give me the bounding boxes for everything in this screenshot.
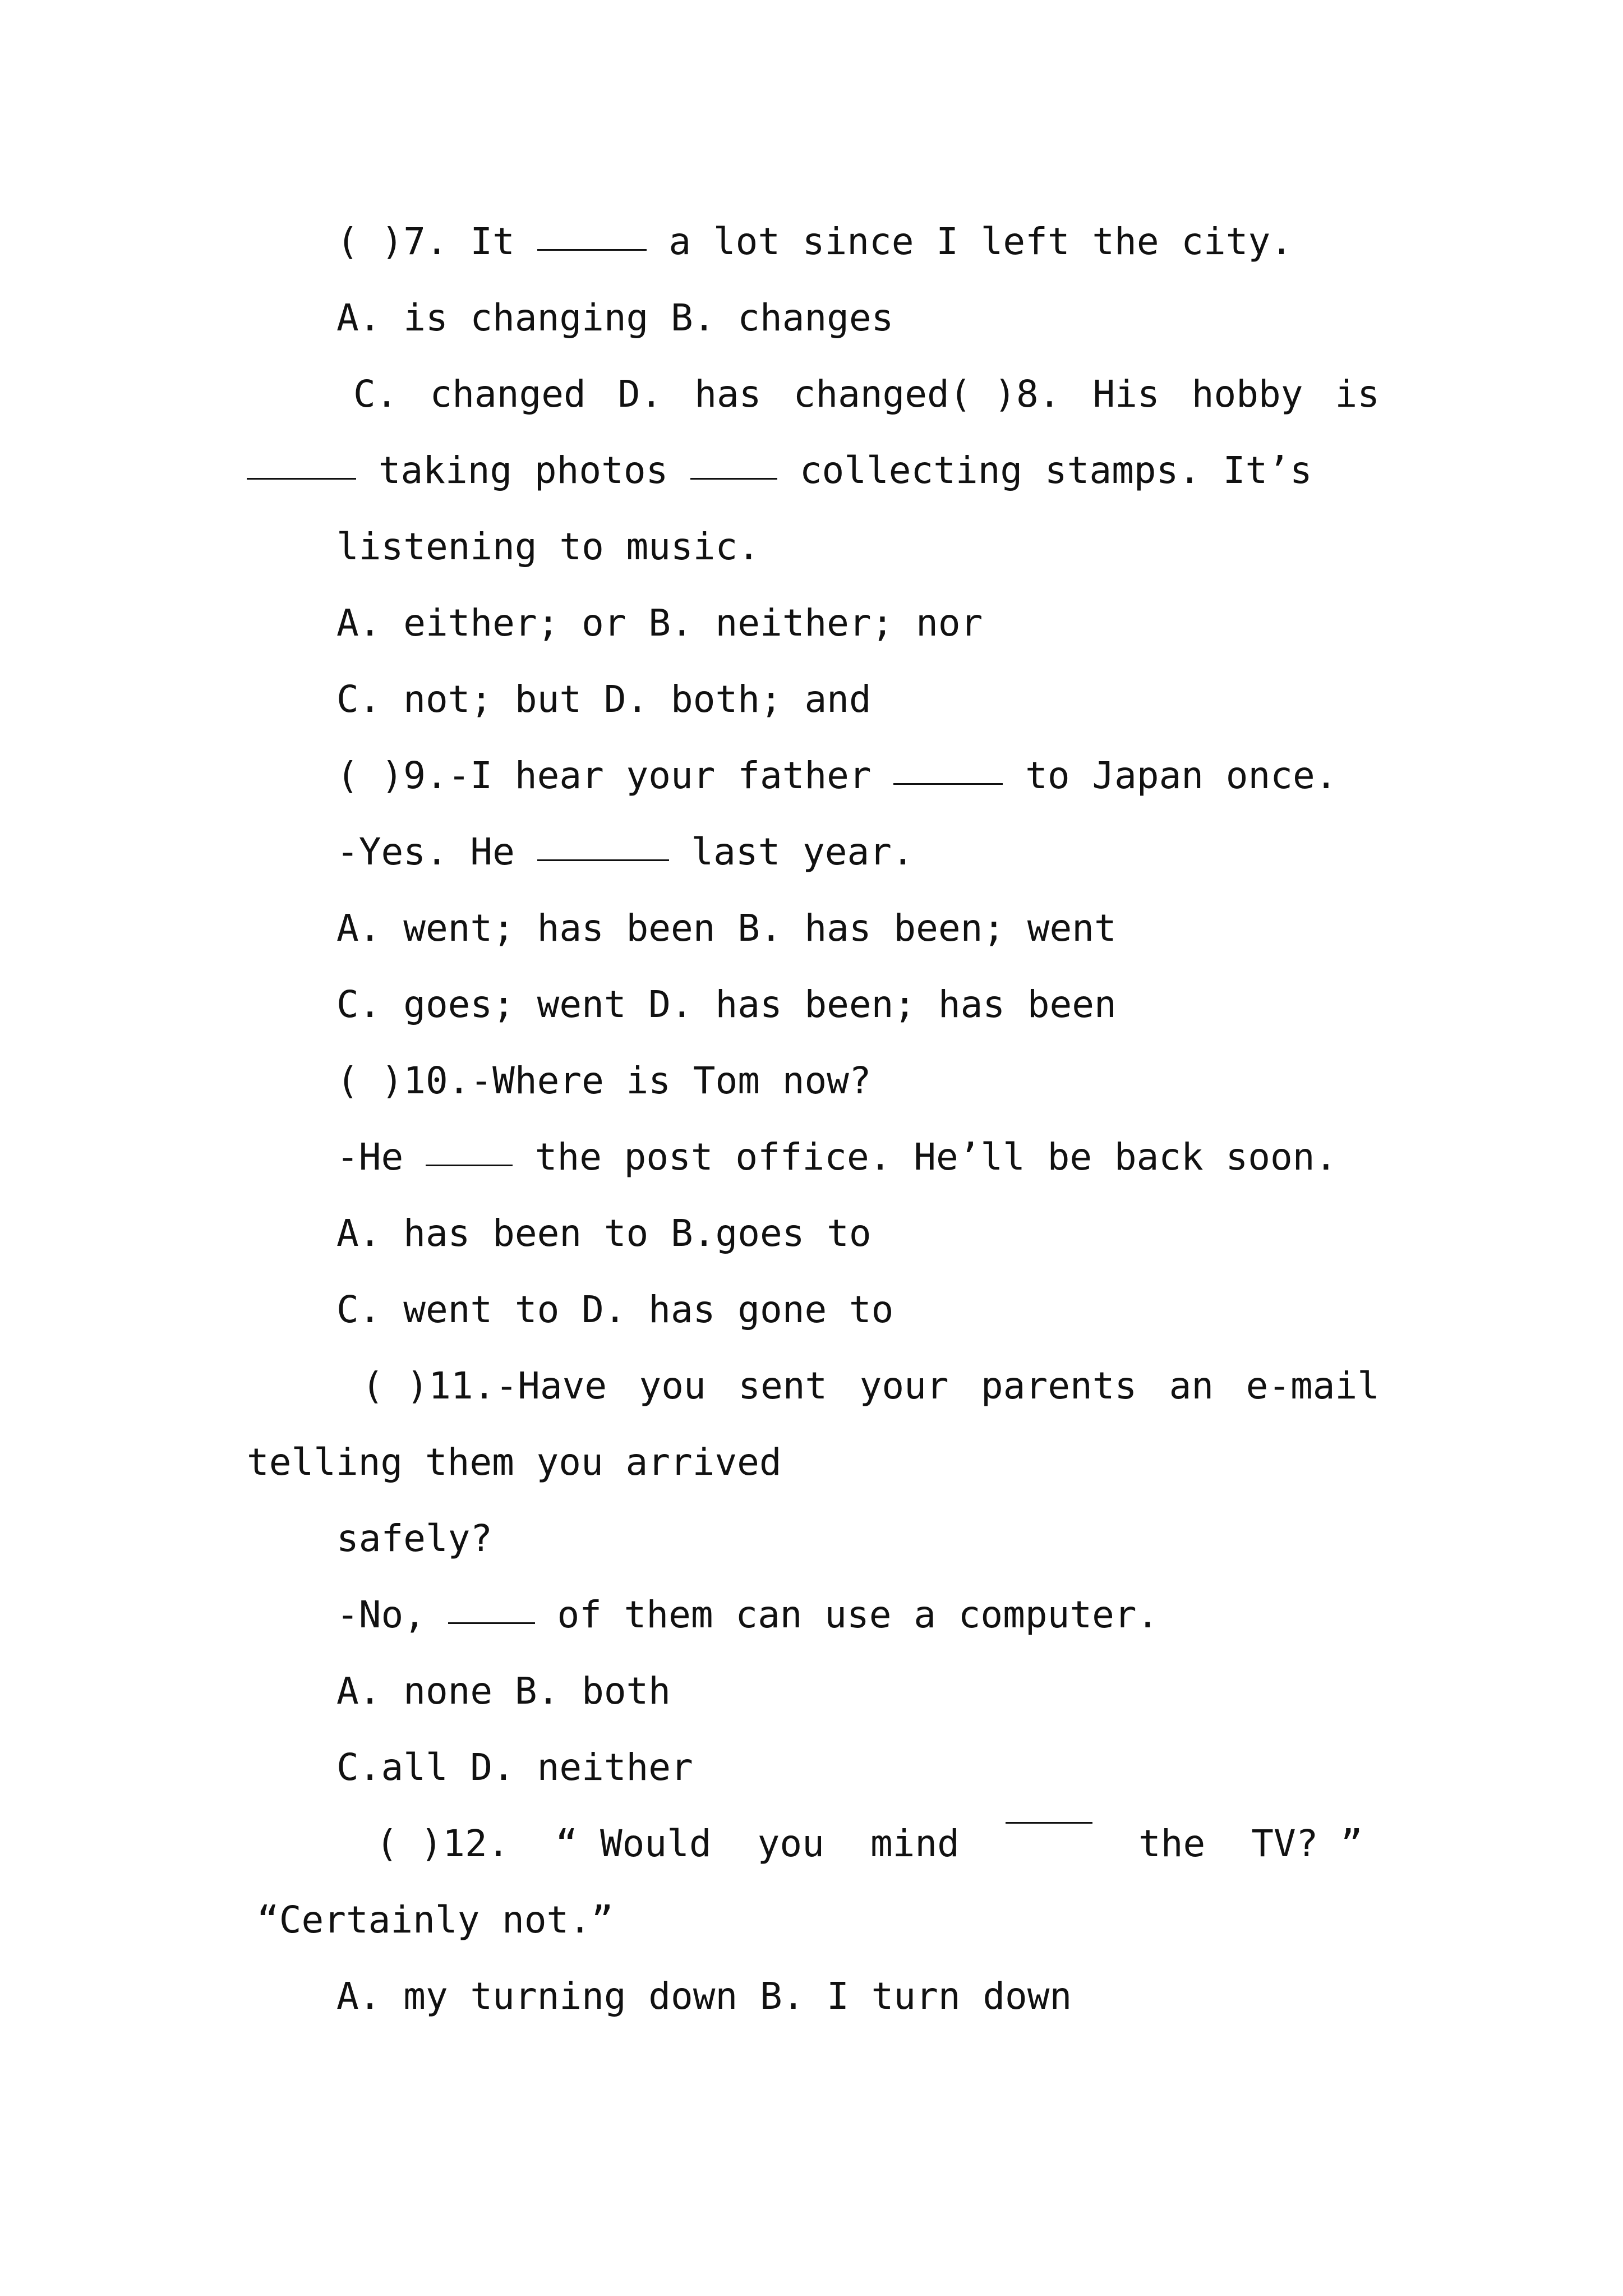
q10-options-ab: A. has been to B.goes to [336, 1212, 872, 1255]
q11-stem [362, 1364, 1380, 1407]
q11-reply-text: -No, [336, 1593, 426, 1636]
word: ( )11.-Have [362, 1364, 607, 1407]
q10-reply [336, 1135, 1338, 1179]
word: changed( )8. [793, 372, 1061, 416]
q8-options-cd: C. not; but D. both; and [336, 678, 872, 721]
word: you [757, 1822, 824, 1865]
word: D. [617, 372, 663, 416]
q9-reply [336, 830, 914, 873]
q11-options-ab: A. none B. both [336, 1669, 671, 1713]
q9-text: ( )9.-I hear your father [336, 754, 872, 797]
word: is [1335, 372, 1380, 416]
q7-stem-text: ( )7. It [336, 220, 515, 263]
answer-blank [448, 1622, 535, 1624]
answer-blank [690, 478, 777, 480]
q10-stem: ( )10.-Where is Tom now? [336, 1059, 872, 1102]
q8-stem-end: listening to music. [336, 525, 760, 568]
q9-stem [336, 754, 1338, 797]
answer-blank [537, 859, 669, 861]
word: sent [738, 1364, 828, 1407]
q8-stem-continued [247, 449, 1312, 492]
word: an [1169, 1364, 1214, 1407]
q11-reply-text-end: of them can use a computer. [557, 1593, 1159, 1636]
word: His [1092, 372, 1160, 416]
q9-options-cd: C. goes; went D. has been; has been [336, 983, 1117, 1026]
q12-stem [376, 1822, 1363, 1865]
answer-blank [426, 1165, 513, 1166]
q12-reply: “Certainly not.” [257, 1898, 614, 1941]
q11-reply [336, 1593, 1159, 1636]
q9-options-ab: A. went; has been B. has been; went [336, 907, 1117, 950]
q10-options-cd: C. went to D. has gone to [336, 1288, 894, 1331]
word: C. [353, 372, 398, 416]
q7-stem-text-end: a lot since I left the city. [668, 220, 1293, 263]
word: parents [981, 1364, 1137, 1407]
word: e-mail [1246, 1364, 1380, 1407]
q9-text-end: to Japan once. [1025, 754, 1338, 797]
q7-options-cd-and-q8-stem [353, 372, 1380, 416]
word: has [694, 372, 762, 416]
q8-options-ab: A. either; or B. neither; nor [336, 601, 983, 645]
q11-stem-end: safely? [336, 1517, 493, 1560]
answer-blank [247, 478, 356, 480]
q9-reply-text: -Yes. He [336, 830, 515, 873]
q7-stem [336, 220, 1293, 263]
word: hobby [1191, 372, 1303, 416]
word: the [1138, 1822, 1206, 1865]
word: you [639, 1364, 706, 1407]
q8-text-end: collecting stamps. It’s [799, 449, 1312, 492]
word: ( )12. [376, 1822, 510, 1865]
answer-blank [1006, 1822, 1092, 1824]
q10-reply-text: -He [336, 1135, 404, 1179]
word: TV? ” [1251, 1822, 1363, 1865]
q9-reply-text-end: last year. [691, 830, 914, 873]
word: your [859, 1364, 949, 1407]
q7-options-ab: A. is changing B. changes [336, 296, 894, 339]
word: changed [430, 372, 586, 416]
q12-options-ab: A. my turning down B. I turn down [336, 1975, 1072, 2018]
answer-blank [537, 249, 647, 251]
q11-options-cd: C.all D. neither [336, 1746, 693, 1789]
q8-text: taking photos [378, 449, 668, 492]
word: mind [870, 1822, 960, 1865]
answer-blank [893, 783, 1003, 785]
word: “ Would [555, 1822, 712, 1865]
q10-reply-text-end: the post office. He’ll be back soon. [534, 1135, 1338, 1179]
q11-stem-continued: telling them you arrived [247, 1441, 782, 1484]
